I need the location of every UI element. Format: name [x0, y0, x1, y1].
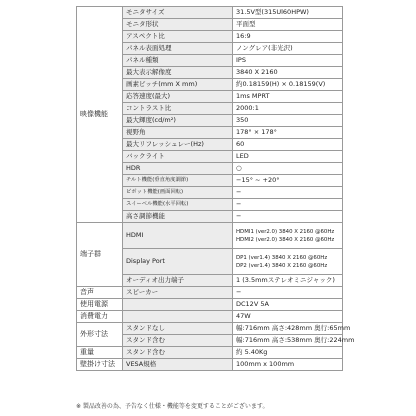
footnote: ※ 製品改善の為、予告なく仕様・機能等を変更することがございます。 [76, 403, 269, 410]
label-consumption [123, 311, 233, 323]
label-displayport: Display Port [123, 249, 233, 275]
label-panel-type: パネル種類 [123, 55, 233, 67]
value-panel-type: IPS [233, 55, 343, 67]
value-displayport-line-2: DP2 (ver1.4) 3840 X 2160 @60Hz [236, 262, 328, 269]
label-pivot: ピボット機能(画面回転) [123, 187, 233, 199]
category-ports: 端子群 [77, 223, 123, 287]
value-monitor-size: 31.5V型(315Ul60HPW) [233, 7, 343, 19]
label-speaker: スピーカー [123, 287, 233, 299]
spec-row-no-stand [77, 323, 343, 335]
label-backlight: バックライト [123, 151, 233, 163]
label-height: 高さ調節機能 [123, 211, 233, 223]
label-refresh: 最大リフレッシュレー(Hz) [123, 139, 233, 151]
value-displayport [233, 249, 343, 275]
value-hdmi-line-1: HDMI1 (ver2.0) 3840 X 2160 @60Hz [236, 228, 335, 235]
value-power: DC12V 5A [233, 299, 343, 311]
value-resolution: 3840 X 2160 [233, 67, 343, 79]
value-pivot: − [233, 187, 343, 199]
category-weight: 重量 [77, 347, 123, 359]
spec-table [76, 6, 355, 371]
label-viewing: 視野角 [123, 127, 233, 139]
label-no-stand: スタンドなし [123, 323, 233, 335]
spec-row-consumption [77, 311, 343, 323]
value-refresh: 60 [233, 139, 343, 151]
category-video: 映像機能 [77, 7, 123, 223]
label-hdmi: HDMI [123, 223, 233, 249]
label-hdr: HDR [123, 163, 233, 175]
category-wall: 壁掛け寸法 [77, 359, 123, 371]
value-hdmi [233, 223, 343, 249]
label-audio-out: オーディオ出力端子 [123, 275, 233, 287]
value-response: 1ms MPRT [233, 91, 343, 103]
spec-row-power [77, 299, 343, 311]
value-with-stand: 幅:716mm 高さ:538mm 奥行:224mm [233, 335, 343, 347]
value-aspect: 16:9 [233, 31, 343, 43]
spec-row-weight [77, 347, 343, 359]
spec-row-monitor-size [77, 7, 343, 19]
value-speaker: − [233, 287, 343, 299]
value-backlight: LED [233, 151, 343, 163]
value-hdr: ○ [233, 163, 343, 175]
label-tilt: チルト機能(垂直角度調節) [123, 175, 233, 187]
value-vesa: 100mm x 100mm [233, 359, 343, 371]
label-vesa: VESA規格 [123, 359, 233, 371]
value-monitor-shape: 平面型 [233, 19, 343, 31]
value-hdmi-line-2: HDMI2 (ver2.0) 3840 X 2160 @60Hz [236, 236, 335, 243]
label-aspect: アスペクト比 [123, 31, 233, 43]
category-consumption: 消費電力 [77, 311, 123, 323]
label-surface: パネル表面処理 [123, 43, 233, 55]
category-audio: 音声 [77, 287, 123, 299]
value-consumption: 47W [233, 311, 343, 323]
category-power: 使用電源 [77, 299, 123, 311]
label-response: 応答速度(最大) [123, 91, 233, 103]
category-dimensions: 外形寸法 [77, 323, 123, 347]
value-swivel: − [233, 199, 343, 211]
value-viewing: 178° × 178° [233, 127, 343, 139]
label-swivel: スイーベル機能(水平回転) [123, 199, 233, 211]
value-weight-stand: 約 5.40Kg [233, 347, 343, 359]
value-displayport-line-1: DP1 (ver1.4) 3840 X 2160 @60Hz [236, 254, 328, 261]
spec-row-speaker [77, 287, 343, 299]
label-pixel-pitch: 画素ピッチ(mm X mm) [123, 79, 233, 91]
spec-row-vesa [77, 359, 343, 371]
value-audio-out: 1 (3.5mmステレオミニジャック) [233, 275, 343, 287]
value-tilt: −15° ~ +20° [233, 175, 343, 187]
value-contrast: 2000:1 [233, 103, 343, 115]
label-contrast: コントラスト比 [123, 103, 233, 115]
label-weight-stand: スタンド含む [123, 347, 233, 359]
value-pixel-pitch: 約0.18159(H) × 0.18159(V) [233, 79, 343, 91]
value-surface: ノングレア(非光沢) [233, 43, 343, 55]
label-monitor-size: モニタサイズ [123, 7, 233, 19]
value-height: − [233, 211, 343, 223]
label-with-stand: スタンド含む [123, 335, 233, 347]
label-resolution: 最大表示解像度 [123, 67, 233, 79]
label-brightness: 最大輝度(cd/m²) [123, 115, 233, 127]
spec-row-hdmi [77, 223, 343, 249]
label-monitor-shape: モニタ形状 [123, 19, 233, 31]
value-no-stand: 幅:716mm 高さ:428mm 奥行:65mm [233, 323, 343, 335]
value-brightness: 350 [233, 115, 343, 127]
label-power [123, 299, 233, 311]
